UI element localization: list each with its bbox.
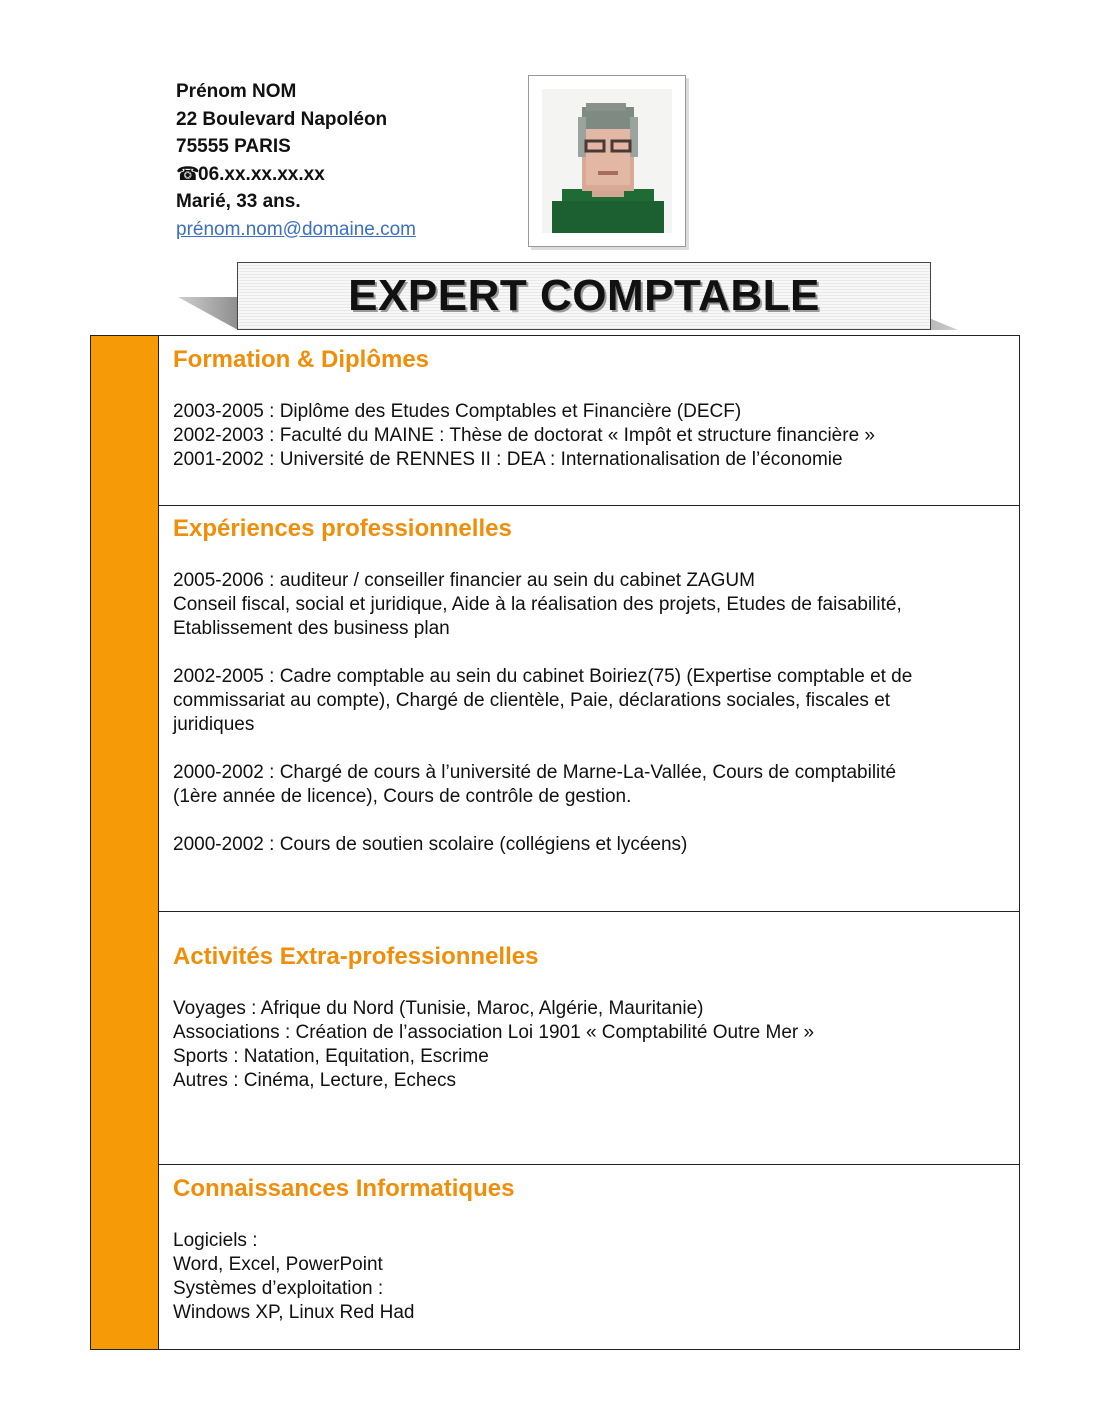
contact-street: 22 Boulevard Napoléon [176, 108, 388, 130]
section-experiences [159, 506, 1019, 912]
list-item: Conseil fiscal, social et juridique, Aide à la réalisation des projets, Etudes de faisabilité, [173, 594, 902, 615]
contact-phone-row [176, 161, 416, 189]
title-banner [178, 262, 958, 332]
list-item: 2000-2002 : Chargé de cours à l’université de Marne-La-Vallée, Cours de comptabilité [173, 762, 897, 783]
contact-block [176, 78, 416, 243]
accent-bar [91, 336, 159, 1349]
list-item: Logiciels : [173, 1230, 258, 1251]
list-item: 2005-2006 : auditeur / conseiller financier au sein du cabinet ZAGUM [173, 570, 755, 591]
list-item: 2002-2005 : Cadre comptable au sein du cabinet Boiriez(75) (Expertise comptable et de [173, 666, 913, 687]
list-item: 2003-2005 : Diplôme des Etudes Comptables et Financière (DECF) [173, 401, 742, 422]
portrait-image [542, 89, 672, 233]
list-item: 2000-2002 : Cours de soutien scolaire (collégiens et lycéens) [173, 834, 688, 855]
contact-name: Prénom NOM [176, 81, 297, 102]
contact-city: 75555 PARIS [176, 136, 291, 157]
list-item: (1ère année de licence), Cours de contrôle de gestion. [173, 786, 632, 807]
list-item: Windows XP, Linux Red Had [173, 1302, 415, 1323]
list-item: Systèmes d’exploitation : [173, 1278, 384, 1299]
section-heading: Expériences professionnelles [173, 515, 512, 542]
section-formation [159, 336, 1019, 506]
activites-list [173, 997, 1019, 1093]
list-item: Autres : Cinéma, Lecture, Echecs [173, 1070, 457, 1091]
contact-email-link[interactable]: prénom.nom@domaine.com [176, 218, 417, 240]
section-heading: Activités Extra-professionnelles [173, 943, 539, 970]
list-item: juridiques [173, 714, 255, 735]
page-title: EXPERT COMPTABLE [348, 271, 820, 320]
section-heading: Connaissances Informatiques [173, 1175, 515, 1202]
list-item: 2002-2003 : Faculté du MAINE : Thèse de doctorat « Impôt et structure financière » [173, 425, 875, 446]
experiences-list [173, 569, 1019, 857]
portrait-photo [528, 75, 686, 247]
list-item: Associations : Création de l’association Loi 1901 « Comptabilité Outre Mer » [173, 1022, 815, 1043]
cv-content [90, 335, 1020, 1350]
formation-list [173, 400, 1019, 472]
contact-status: Marié, 33 ans. [176, 191, 301, 212]
section-activites [159, 912, 1019, 1165]
informatique-list [173, 1229, 1019, 1325]
list-item: Word, Excel, PowerPoint [173, 1254, 383, 1275]
list-item: Etablissement des business plan [173, 618, 450, 639]
contact-phone: 06.xx.xx.xx.xx [198, 163, 325, 185]
list-item: Voyages : Afrique du Nord (Tunisie, Maroc, Algérie, Mauritanie) [173, 998, 704, 1019]
list-item: Sports : Natation, Equitation, Escrime [173, 1046, 489, 1067]
title-box [237, 262, 931, 330]
section-heading: Formation & Diplômes [173, 346, 430, 373]
list-item: 2001-2002 : Université de RENNES II : DEA : Internationalisation de l’économie [173, 449, 843, 470]
list-item: commissariat au compte), Chargé de clientèle, Paie, déclarations sociales, fiscales et [173, 690, 891, 711]
section-informatique [159, 1165, 1019, 1349]
telephone-icon: ☎ [176, 163, 200, 185]
